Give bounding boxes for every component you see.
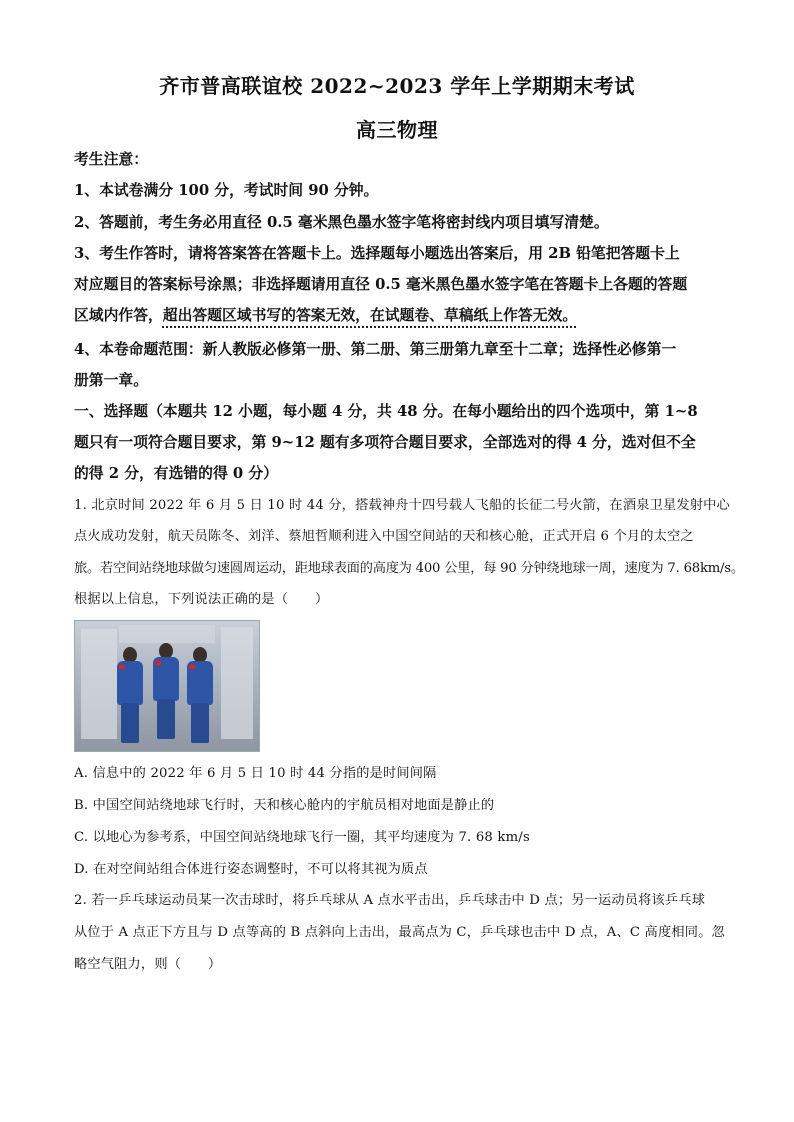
notice-item-3-emphasis: 超出答题区域书写的答案无效，在试题卷、草稿纸上作答无效。 (162, 307, 578, 324)
astronaut-figure (151, 643, 181, 739)
notice-item-3-cont: 对应题目的答案标号涂黑；非选择题请用直径 0.5 毫米黑色墨水签字笔在答题卡上各题的答题 (74, 276, 688, 293)
exam-title: 齐市普高联谊校 2022~2023 学年上学期期末考试 (159, 74, 635, 98)
notice-item-2: 2、答题前，考生务必用直径 0.5 毫米黑色墨水签字笔将密封线内项目填写清楚。 (74, 214, 609, 231)
section1-line-2: 题只有一项符合题目要求，第 9~12 题有多项符合题目要求，全部选对的得 4 分，选对但不全 (74, 434, 696, 451)
notice-item-3: 3、考生作答时，请将答案答在答题卡上。选择题每小题选出答案后，用 2B 铅笔把答题卡上 (74, 245, 680, 262)
q1-line-4: 根据以上信息，下列说法正确的是（ ） (74, 592, 329, 607)
q1-option-d: D. 在对空间站组合体进行姿态调整时，不可以将其视为质点 (74, 862, 428, 877)
exam-subject: 高三物理 (356, 118, 438, 142)
q2-line-2: 从位于 A 点正下方且与 D 点等高的 B 点斜向上击出，最高点为 C，乒乓球也击中 D 点，A、C 高度相同。忽 (74, 925, 725, 940)
notice-item-4-cont: 册第一章。 (74, 372, 148, 389)
section1-line-3: 的得 2 分，有选错的得 0 分） (74, 465, 278, 482)
notice-heading: 考生注意： (74, 151, 148, 168)
notice-item-3-cont2 (74, 306, 734, 326)
section1-line-1: 一、选择题（本题共 12 小题，每小题 4 分，共 48 分。在每小题给出的四个选项中，第 1~8 (74, 403, 698, 420)
astronauts-photo (74, 620, 260, 752)
q1-option-c: C. 以地心为参考系，中国空间站绕地球飞行一圈，其平均速度为 7. 68 km/s (74, 830, 530, 845)
astronaut-figure (185, 647, 215, 743)
q1-option-b: B. 中国空间站绕地球飞行时，天和核心舱内的宇航员相对地面是静止的 (74, 798, 495, 813)
q1-line-1: 1. 北京时间 2022 年 6 月 5 日 10 时 44 分，搭载神舟十四号载人飞船的长征二号火箭，在酒泉卫星发射中心 (74, 498, 730, 513)
q2-line-3: 略空气阻力，则（ ） (74, 957, 222, 972)
q1-line-2: 点火成功发射，航天员陈冬、刘洋、蔡旭哲顺利进入中国空间站的天和核心舱，正式开启 6 个月的太空之 (74, 529, 694, 544)
notice-item-4: 4、本卷命题范围：新人教版必修第一册、第二册、第三册第九章至十二章；选择性必修第一 (74, 341, 677, 358)
notice-item-1: 1、本试卷满分 100 分，考试时间 90 分钟。 (74, 182, 379, 199)
notice-item-3-cont2-a: 区域内作答， (74, 307, 163, 324)
q1-option-a: A. 信息中的 2022 年 6 月 5 日 10 时 44 分指的是时间间隔 (74, 766, 437, 781)
q1-line-3: 旅。若空间站绕地球做匀速圆周运动，距地球表面的高度为 400 公里，每 90 分钟绕地球一周，速度为 7. 68km/s。 (74, 561, 744, 576)
astronaut-figure (115, 647, 145, 743)
q2-line-1: 2. 若一乒乓球运动员某一次击球时，将乒乓球从 A 点水平击出，乒乓球击中 D 点；另一运动员将该乒乓球 (74, 893, 706, 908)
